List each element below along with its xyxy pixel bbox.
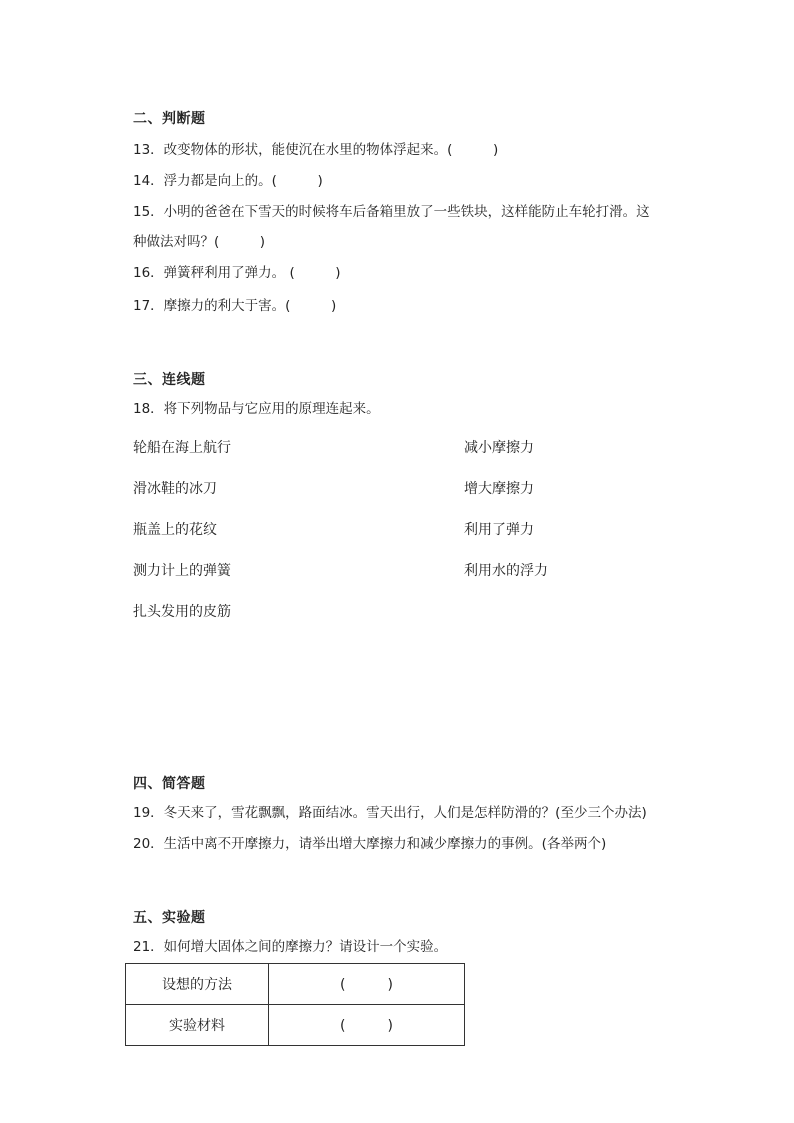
table-row [126, 1005, 465, 1046]
question-15-line1: 15．小明的爸爸在下雪天的时候将车后备箱里放了一些铁块，这样能防止车轮打滑。这 [133, 204, 650, 220]
table-row [126, 964, 465, 1005]
matching-right-item: 增大摩擦力 [464, 481, 534, 497]
question-15-line2: 种做法对吗？( ) [133, 234, 266, 250]
matching-left-item: 扎头发用的皮筋 [133, 604, 231, 620]
section-heading-matching: 三、连线题 [133, 372, 206, 388]
question-19: 19．冬天来了，雪花飘飘，路面结冰。雪天出行，人们是怎样防滑的？(至少三个办法) [133, 805, 647, 821]
matching-left-item: 轮船在海上航行 [133, 440, 231, 456]
matching-left-item: 测力计上的弹簧 [133, 563, 231, 579]
section-heading-short-answer: 四、简答题 [133, 776, 206, 792]
table-cell-label: 设想的方法 [126, 964, 269, 1005]
question-18: 18．将下列物品与它应用的原理连起来。 [133, 401, 380, 417]
matching-left-item: 滑冰鞋的冰刀 [133, 481, 217, 497]
question-13: 13．改变物体的形状，能使沉在水里的物体浮起来。( ) [133, 142, 499, 158]
experiment-table [125, 963, 465, 1046]
question-14: 14．浮力都是向上的。( ) [133, 173, 323, 189]
question-16: 16．弹簧秤利用了弹力。 ( ) [133, 265, 341, 281]
matching-left-item: 瓶盖上的花纹 [133, 522, 217, 538]
matching-right-item: 减小摩擦力 [464, 440, 534, 456]
section-heading-judgement: 二、判断题 [133, 111, 206, 127]
table-cell-answer-blank: ( ) [269, 964, 465, 1005]
matching-right-item: 利用水的浮力 [464, 563, 548, 579]
question-20: 20．生活中离不开摩擦力，请举出增大摩擦力和减少摩擦力的事例。(各举两个) [133, 836, 607, 852]
table-cell-label: 实验材料 [126, 1005, 269, 1046]
question-21: 21．如何增大固体之间的摩擦力？请设计一个实验。 [133, 939, 448, 955]
section-heading-experiment: 五、实验题 [133, 910, 206, 926]
matching-right-item: 利用了弹力 [464, 522, 534, 538]
question-17: 17．摩擦力的利大于害。( ) [133, 298, 337, 314]
table-cell-answer-blank: ( ) [269, 1005, 465, 1046]
